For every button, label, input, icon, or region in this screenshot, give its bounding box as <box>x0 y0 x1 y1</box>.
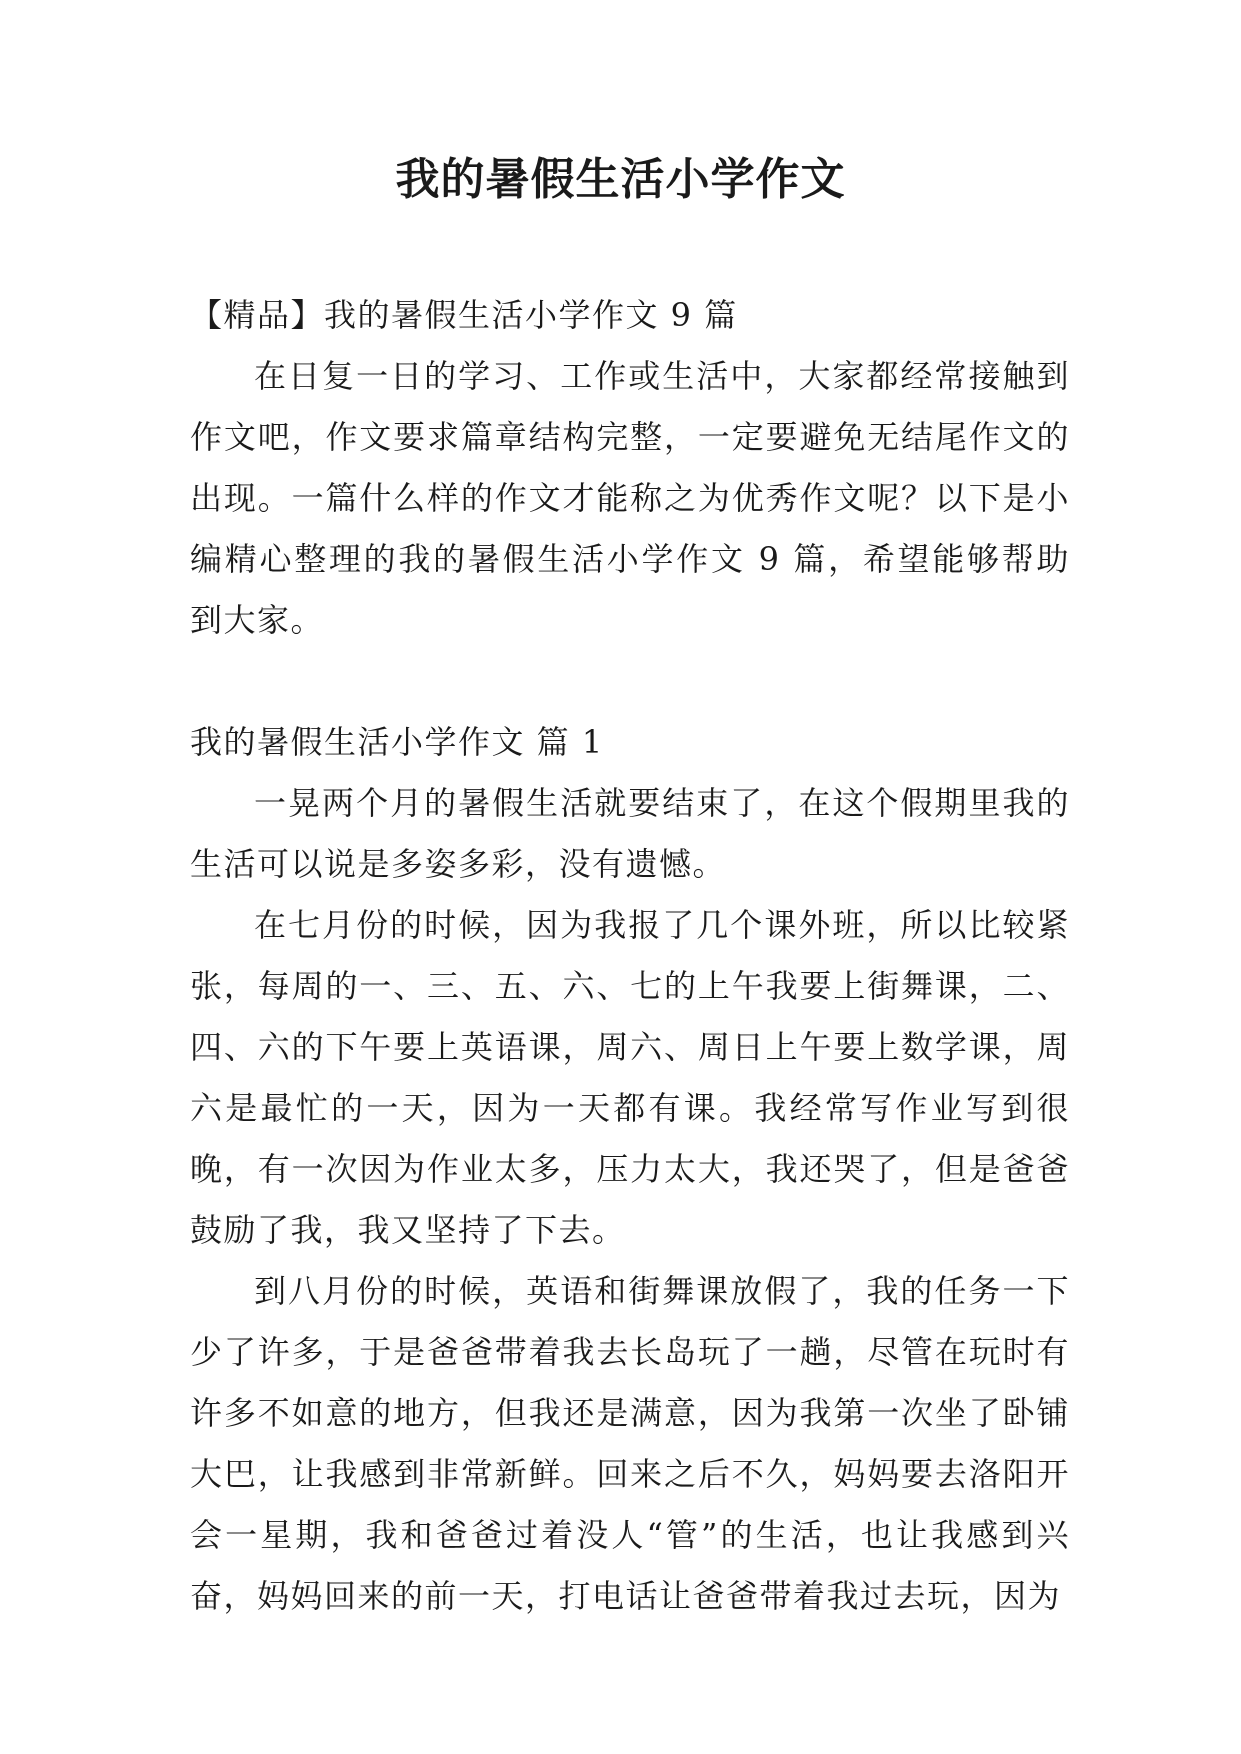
body-paragraph: 在七月份的时候，因为我报了几个课外班，所以比较紧张，每周的一、三、五、六、七的上午我要上街舞课，二、四、六的下午要上英语课，周六、周日上午要上数学课，周六是最忙的一天，因为一天都有课。我经常写作业写到很晚，有一次因为作业太多，压力太大，我还哭了，但是爸爸鼓励了我，我又坚持了下去。 <box>190 906 1070 1249</box>
section-heading: 我的暑假生活小学作文 篇 1 <box>190 723 604 761</box>
intro-paragraph: 在日复一日的学习、工作或生活中，大家都经常接触到作文吧，作文要求篇章结构完整，一定要避免无结尾作文的出现。一篇什么样的作文才能称之为优秀作文呢？以下是小编精心整理的我的暑假生活小学作文 9 篇，希望能够帮助到大家。 <box>190 357 1070 639</box>
document-subtitle: 【精品】我的暑假生活小学作文 9 篇 <box>190 296 738 334</box>
document-title: 我的暑假生活小学作文 <box>395 154 846 205</box>
document-body <box>190 285 1070 1627</box>
body-paragraph: 到八月份的时候，英语和街舞课放假了，我的任务一下少了许多，于是爸爸带着我去长岛玩了一趟，尽管在玩时有许多不如意的地方，但我还是满意，因为我第一次坐了卧铺大巴，让我感到非常新鲜。回来之后不久，妈妈要去洛阳开会一星期，我和爸爸过着没人“管”的生活，也让我感到兴奋，妈妈回来的前一天，打电话让爸爸带着我过去玩，因为 <box>190 1272 1070 1615</box>
body-paragraph: 一晃两个月的暑假生活就要结束了，在这个假期里我的生活可以说是多姿多彩，没有遗憾。 <box>190 784 1070 883</box>
